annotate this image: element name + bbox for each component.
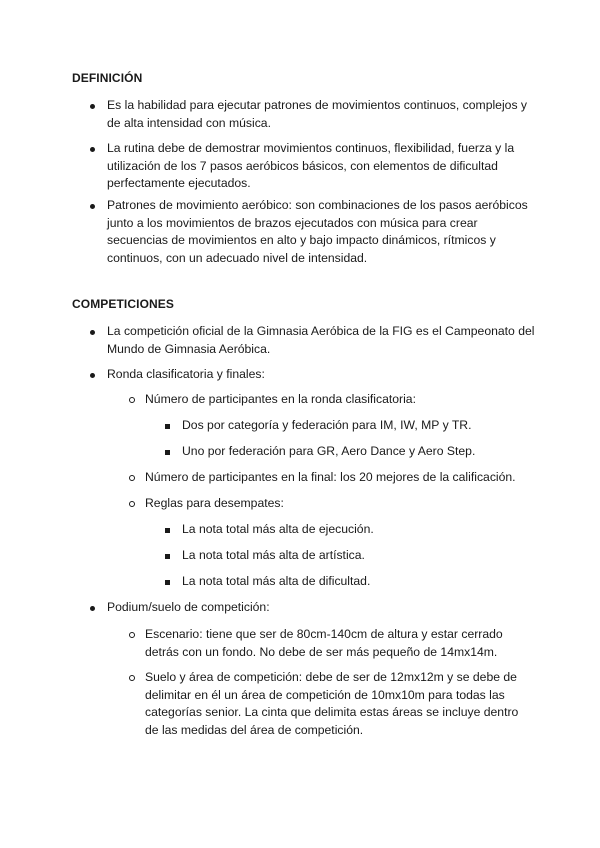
list-item-desempates: Reglas para desempates: xyxy=(145,496,284,510)
heading-definicion: DEFINICIÓN xyxy=(72,71,143,85)
bullet-circle-icon xyxy=(129,675,135,681)
list-item-definicion-2: La rutina debe de demostrar movimientos continuos, flexibilidad, fuerza y la utilización de los 7 pasos aeróbicos básicos, con elementos de dificultad perfectamente ejecutados. xyxy=(107,141,515,190)
list-item-podium: Podium/suelo de competición: xyxy=(107,600,270,614)
list-item-definicion-1: Es la habilidad para ejecutar patrones de movimientos continuos, complejos y de alta intensidad con música. xyxy=(107,98,528,130)
bullet-square-icon xyxy=(165,424,170,429)
bullet-circle-icon xyxy=(129,501,135,507)
list-item-suelo: Suelo y área de competición: debe de ser de 12mx12m y se debe de delimitar en él un área de competición de 10mx10m para todas las categorías senior. La cinta que delimita estas áreas se incluye dentro de las medidas del área de competición. xyxy=(145,670,519,737)
bullet-square-icon xyxy=(165,554,170,559)
list-item-desempate-2: La nota total más alta de artística. xyxy=(182,548,365,562)
heading-competiciones: COMPETICIONES xyxy=(72,297,174,311)
bullet-circle-icon xyxy=(129,475,135,481)
list-item-clasificatoria-2: Uno por federación para GR, Aero Dance y Aero Step. xyxy=(182,444,476,458)
bullet-disc-icon xyxy=(90,147,95,152)
list-item-desempate-3: La nota total más alta de dificultad. xyxy=(182,574,371,588)
bullet-circle-icon xyxy=(129,632,135,638)
bullet-square-icon xyxy=(165,450,170,455)
bullet-square-icon xyxy=(165,580,170,585)
bullet-square-icon xyxy=(165,528,170,533)
bullet-disc-icon xyxy=(90,104,95,109)
list-item-definicion-3: Patrones de movimiento aeróbico: son combinaciones de los pasos aeróbicos junto a los movimientos de brazos ejecutados con música para crear secuencias de movimientos en alto y bajo impacto dinámicos, rítmicos y continuos, con un adecuado nivel de intensidad. xyxy=(107,198,528,265)
list-item-clasificatoria-1: Dos por categoría y federación para IM, IW, MP y TR. xyxy=(182,418,472,432)
list-item-participantes-clasificatoria: Número de participantes en la ronda clasificatoria: xyxy=(145,392,416,406)
list-item-desempate-1: La nota total más alta de ejecución. xyxy=(182,522,374,536)
bullet-disc-icon xyxy=(90,373,95,378)
list-item-escenario: Escenario: tiene que ser de 80cm-140cm de altura y estar cerrado detrás con un fondo. No debe de ser más pequeño de 14mx14m. xyxy=(145,627,503,659)
bullet-disc-icon xyxy=(90,606,95,611)
bullet-disc-icon xyxy=(90,330,95,335)
list-item-participantes-final: Número de participantes en la final: los 20 mejores de la calificación. xyxy=(145,470,516,484)
bullet-disc-icon xyxy=(90,204,95,209)
list-item-ronda: Ronda clasificatoria y finales: xyxy=(107,367,265,381)
bullet-circle-icon xyxy=(129,397,135,403)
list-item-competicion-oficial: La competición oficial de la Gimnasia Aeróbica de la FIG es el Campeonato del Mundo de Gimnasia Aeróbica. xyxy=(107,324,535,356)
